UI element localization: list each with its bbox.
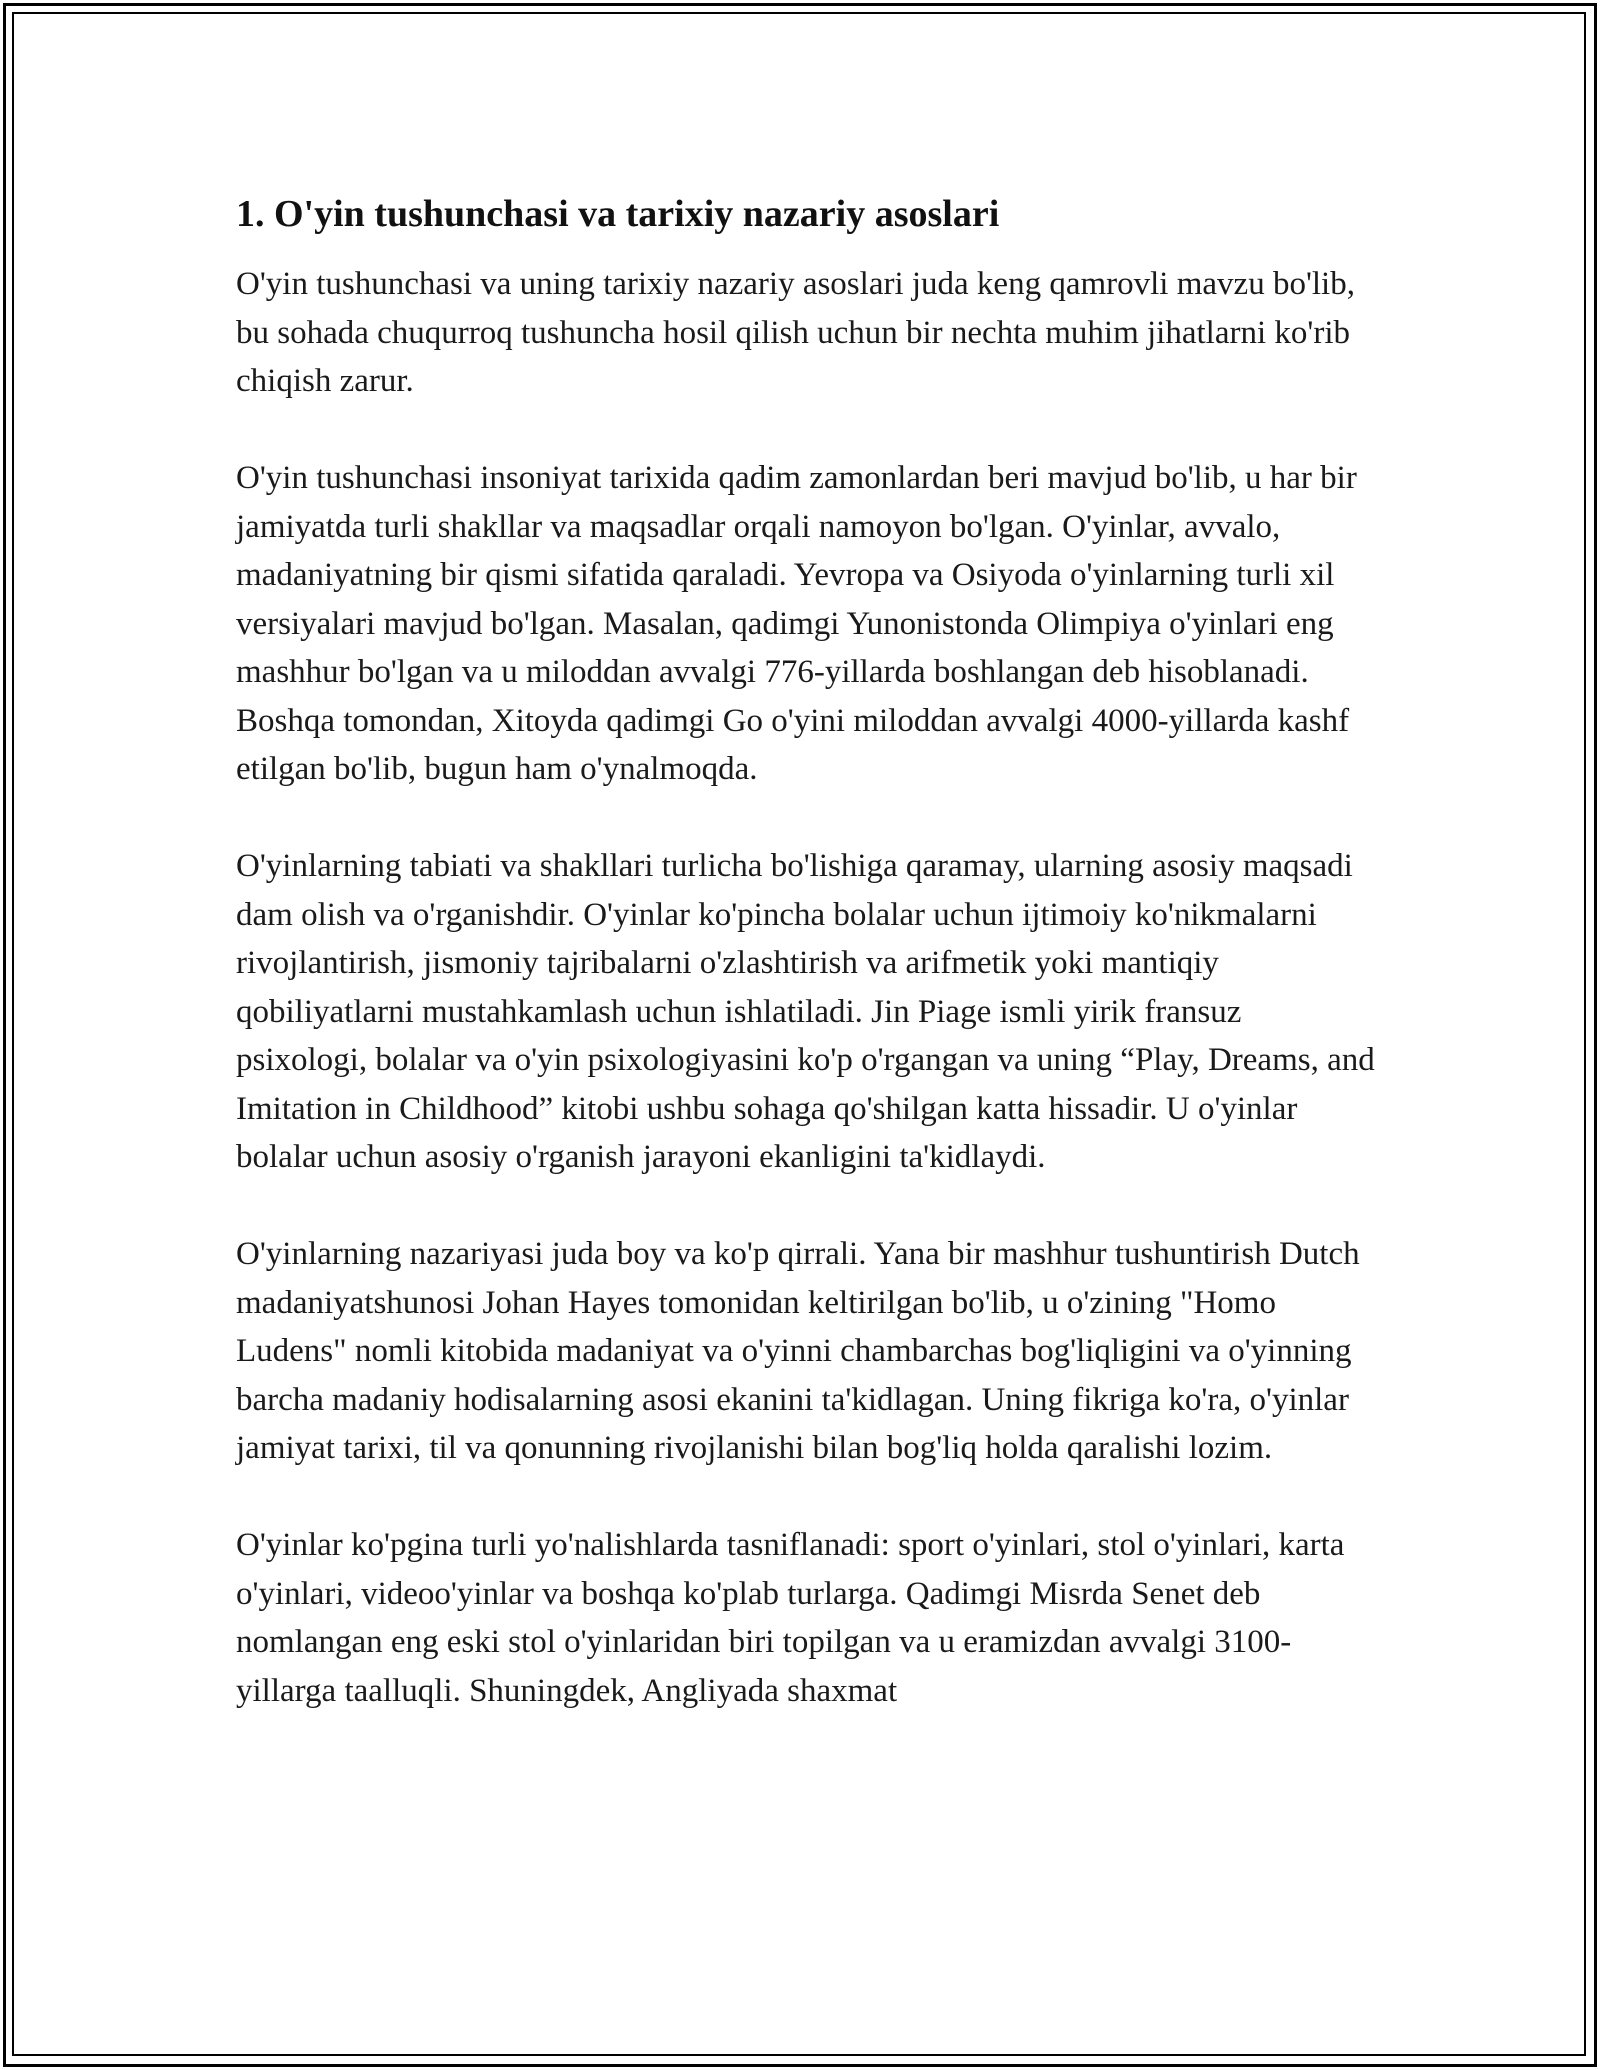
paragraph-3: O'yinlarning tabiati va shakllari turlicha bo'lishiga qaramay, ularning asosiy maqsadi dam olish va o'rganishdir. O'yinlar ko'pincha bolalar uchun ijtimoiy ko'nikmalarni rivojlantirish, jismoniy tajribalarni o'zlashtirish va arifmetik yoki mantiqiy qobiliyatlarni mustahkamlash uchun ishlatiladi. Jin Piage ismli yirik fransuz psixologi, bolalar va o'yin psixologiyasini ko'p o'rgangan va uning “Play, Dreams, and Imitation in Childhood” kitobi ushbu sohaga qo'shilgan katta hissadir. U o'yinlar bolalar uchun asosiy o'rganish jarayoni ekanligini ta'kidlaydi. xyxy=(236,848,1375,1175)
paragraph-4: O'yinlarning nazariyasi juda boy va ko'p qirrali. Yana bir mashhur tushuntirish Dutch madaniyatshunosi Johan Hayes tomonidan keltirilgan bo'lib, u o'zining "Homo Ludens" nomli kitobida madaniyat va o'yinni chambarchas bog'liqligini va o'yinning barcha madaniy hodisalarning asosi ekanini ta'kidlagan. Uning fikriga ko'ra, o'yinlar jamiyat tarixi, til va qonunning rivojlanishi bilan bog'liq holda qaralishi lozim. xyxy=(236,1236,1360,1466)
document-body xyxy=(236,188,1376,1764)
section-heading: 1. O'yin tushunchasi va tarixiy nazariy asoslari xyxy=(236,193,1000,235)
paragraph-2: O'yin tushunchasi insoniyat tarixida qadim zamonlardan beri mavjud bo'lib, u har bir jamiyatda turli shakllar va maqsadlar orqali namoyon bo'lgan. O'yinlar, avvalo, madaniyatning bir qismi sifatida qaraladi. Yevropa va Osiyoda o'yinlarning turli xil versiyalari mavjud bo'lgan. Masalan, qadimgi Yunonistonda Olimpiya o'yinlari eng mashhur bo'lgan va u miloddan avvalgi 776-yillarda boshlangan deb hisoblanadi. Boshqa tomondan, Xitoyda qadimgi Go o'yini miloddan avvalgi 4000-yillarda kashf etilgan bo'lib, bugun ham o'ynalmoqda. xyxy=(236,460,1357,787)
paragraph-5: O'yinlar ko'pgina turli yo'nalishlarda tasniflanadi: sport o'yinlari, stol o'yinlari, karta o'yinlari, videoo'yinlar va boshqa ko'plab turlarga. Qadimgi Misrda Senet deb nomlangan eng eski stol o'yinlaridan biri topilgan va u eramizdan avvalgi 3100-yillarga taalluqli. Shuningdek, Angliyada shaxmat xyxy=(236,1527,1345,1709)
paragraph-1: O'yin tushunchasi va uning tarixiy nazariy asoslari juda keng qamrovli mavzu bo'lib, bu sohada chuqurroq tushuncha hosil qilish uchun bir nechta muhim jihatlarni ko'rib chiqish zarur. xyxy=(236,266,1355,399)
